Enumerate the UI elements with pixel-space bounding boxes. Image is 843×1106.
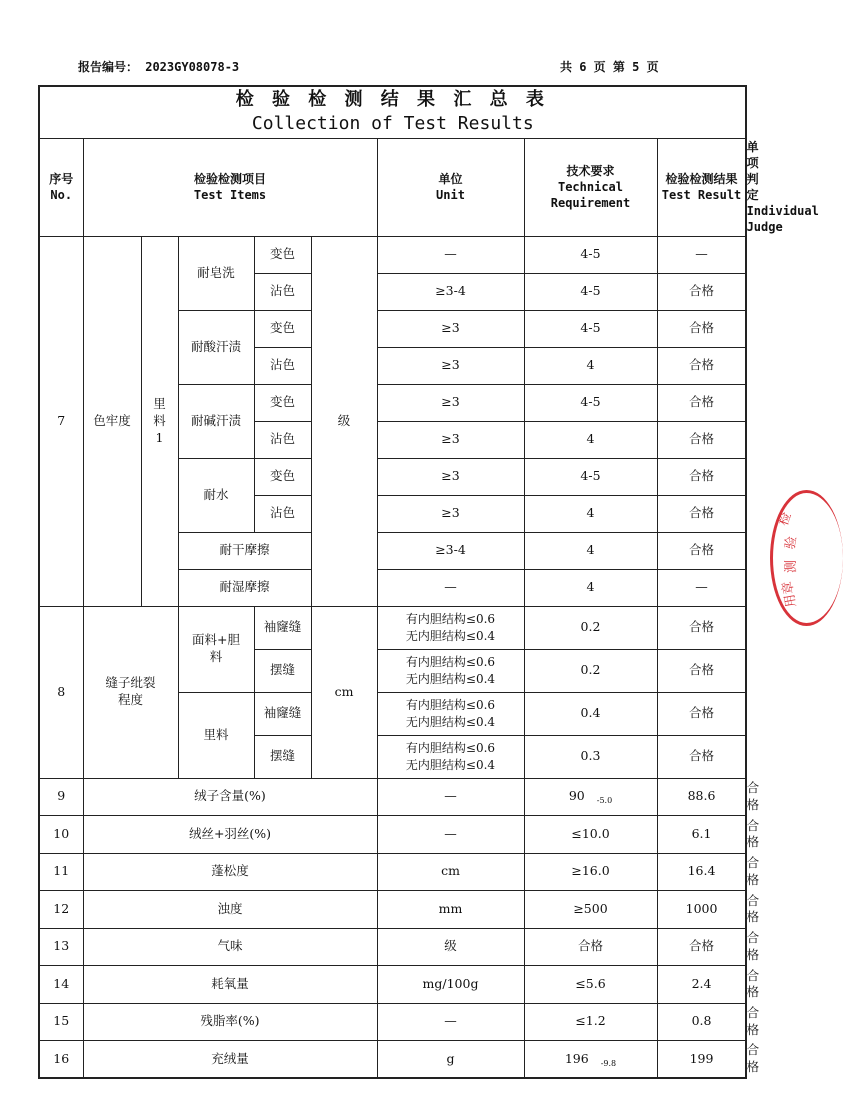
table-title bbox=[39, 86, 746, 138]
item-name: 缝子纰裂 程度 bbox=[83, 606, 178, 778]
item-name: 绒丝+羽丝(%) bbox=[83, 816, 377, 854]
column-header-row: 序号 No. 检验检测项目 Test Items 单位 Unit 技术要求 Technical Requirement 检验检测结果 Test Result 单项判定 Individual Judge bbox=[39, 138, 746, 236]
requirement: ≤10.0 bbox=[524, 816, 657, 854]
col-items: 检验检测项目 Test Items bbox=[83, 138, 377, 236]
result: 2.4 bbox=[657, 966, 746, 1004]
requirement: ≤1.2 bbox=[524, 1003, 657, 1041]
judge: 合格 bbox=[657, 692, 746, 735]
unit: cm bbox=[377, 853, 524, 891]
table-row: 16 充绒量 g 196 $_{-9.8}$ 199 合格 bbox=[39, 1041, 746, 1079]
result: 4-5 bbox=[524, 236, 657, 273]
result: 4-5 bbox=[524, 384, 657, 421]
requirement: 合格 bbox=[524, 928, 657, 966]
item-name: 气味 bbox=[83, 928, 377, 966]
result: 4-5 bbox=[524, 458, 657, 495]
table-row: 15 残脂率(%) — ≤1.2 0.8 合格 bbox=[39, 1003, 746, 1041]
stamp-char: 检 bbox=[776, 510, 795, 528]
result: 合格 bbox=[657, 928, 746, 966]
stamp-char: 验 bbox=[782, 535, 800, 551]
sub-item: 里 料 1 bbox=[141, 236, 178, 606]
requirement: 有内胆结构≤0.6 无内胆结构≤0.4 bbox=[377, 606, 524, 649]
result: 0.4 bbox=[524, 692, 657, 735]
color-change: 变色 bbox=[254, 384, 311, 421]
result: 199 bbox=[657, 1041, 746, 1079]
title-cn: 检 验 检 测 结 果 汇 总 表 bbox=[235, 88, 550, 110]
result: 4 bbox=[524, 347, 657, 384]
unit: — bbox=[377, 778, 524, 816]
page-info: 共 6 页 第 5 页 bbox=[560, 60, 659, 74]
result: 0.2 bbox=[524, 606, 657, 649]
item-name: 残脂率(%) bbox=[83, 1003, 377, 1041]
test-wet-rub: 耐湿摩擦 bbox=[178, 569, 311, 606]
requirement: 196 $_{-9.8}$ bbox=[524, 1041, 657, 1079]
result: 4 bbox=[524, 495, 657, 532]
unit: mm bbox=[377, 891, 524, 929]
title-row bbox=[39, 86, 746, 138]
item-name: 浊度 bbox=[83, 891, 377, 929]
requirement: — bbox=[377, 569, 524, 606]
staining: 沾色 bbox=[254, 273, 311, 310]
result: 0.3 bbox=[524, 735, 657, 778]
row-no: 8 bbox=[39, 606, 83, 778]
requirement: ≥3 bbox=[377, 310, 524, 347]
result: 0.2 bbox=[524, 649, 657, 692]
test-alkali: 耐碱汗渍 bbox=[178, 384, 254, 458]
judge: 合格 bbox=[657, 421, 746, 458]
unit: g bbox=[377, 1041, 524, 1079]
item-name: 蓬松度 bbox=[83, 853, 377, 891]
tolerance: -9.8 bbox=[600, 1058, 617, 1068]
staining: 沾色 bbox=[254, 347, 311, 384]
judge: 合格 bbox=[657, 649, 746, 692]
result: 6.1 bbox=[657, 816, 746, 854]
result: 4-5 bbox=[524, 273, 657, 310]
row-no: 13 bbox=[39, 928, 83, 966]
test-acid: 耐酸汗渍 bbox=[178, 310, 254, 384]
requirement: ≥3 bbox=[377, 495, 524, 532]
table-row bbox=[39, 606, 746, 649]
judge: 合格 bbox=[657, 310, 746, 347]
result: 4 bbox=[524, 569, 657, 606]
table-row: 12 浊度 mm ≥500 1000 合格 bbox=[39, 891, 746, 929]
unit: cm bbox=[311, 606, 377, 778]
judge: — bbox=[657, 236, 746, 273]
color-change: 变色 bbox=[254, 310, 311, 347]
unit: — bbox=[377, 1003, 524, 1041]
unit: 级 bbox=[377, 928, 524, 966]
requirement: ≥3 bbox=[377, 347, 524, 384]
result: 4-5 bbox=[524, 310, 657, 347]
tolerance: -5.0 bbox=[596, 796, 613, 806]
requirement: 90 $_{-5.0}$ bbox=[524, 778, 657, 816]
judge: 合格 bbox=[657, 532, 746, 569]
lining-fabric: 里料 bbox=[178, 692, 254, 778]
unit: mg/100g bbox=[377, 966, 524, 1004]
table-row: 14 耗氧量 mg/100g ≤5.6 2.4 合格 bbox=[39, 966, 746, 1004]
judge: 合格 bbox=[657, 384, 746, 421]
test-water: 耐水 bbox=[178, 458, 254, 532]
result: 16.4 bbox=[657, 853, 746, 891]
requirement: ≥3 bbox=[377, 421, 524, 458]
report-number: 报告编号： 2023GY08078-3 bbox=[78, 60, 240, 74]
requirement: ≤5.6 bbox=[524, 966, 657, 1004]
judge: 合格 bbox=[657, 347, 746, 384]
row-no: 16 bbox=[39, 1041, 83, 1079]
sleeve-seam: 袖窿缝 bbox=[254, 606, 311, 649]
requirement: 有内胆结构≤0.6 无内胆结构≤0.4 bbox=[377, 649, 524, 692]
requirement: ≥16.0 bbox=[524, 853, 657, 891]
judge: 合格 bbox=[657, 458, 746, 495]
result: 88.6 bbox=[657, 778, 746, 816]
judge: — bbox=[657, 569, 746, 606]
result: 1000 bbox=[657, 891, 746, 929]
unit: 级 bbox=[311, 236, 377, 606]
item-name: 色牢度 bbox=[83, 236, 141, 606]
judge: 合格 bbox=[657, 606, 746, 649]
table-row: 13 气味 级 合格 合格 合格 bbox=[39, 928, 746, 966]
table-row bbox=[39, 236, 746, 273]
face-fabric: 面料+胆 料 bbox=[178, 606, 254, 692]
requirement: ≥3 bbox=[377, 384, 524, 421]
staining: 沾色 bbox=[254, 421, 311, 458]
item-name: 充绒量 bbox=[83, 1041, 377, 1079]
report-header bbox=[0, 58, 800, 78]
requirement: — bbox=[377, 236, 524, 273]
result: 4 bbox=[524, 421, 657, 458]
requirement: 有内胆结构≤0.6 无内胆结构≤0.4 bbox=[377, 692, 524, 735]
result: 0.8 bbox=[657, 1003, 746, 1041]
col-no: 序号 No. bbox=[39, 138, 83, 236]
hem-seam: 摆缝 bbox=[254, 649, 311, 692]
hem-seam: 摆缝 bbox=[254, 735, 311, 778]
judge: 合格 bbox=[657, 495, 746, 532]
unit: — bbox=[377, 816, 524, 854]
judge: 合格 bbox=[657, 735, 746, 778]
row-no: 12 bbox=[39, 891, 83, 929]
row-no: 15 bbox=[39, 1003, 83, 1041]
col-requirement: 技术要求 Technical Requirement bbox=[524, 138, 657, 236]
color-change: 变色 bbox=[254, 236, 311, 273]
col-result: 检验检测结果 Test Result bbox=[657, 138, 746, 236]
item-name: 绒子含量(%) bbox=[83, 778, 377, 816]
row-no: 11 bbox=[39, 853, 83, 891]
table-row: 9 绒子含量(%) — 90 $_{-5.0}$ 88.6 合格 bbox=[39, 778, 746, 816]
requirement: ≥3-4 bbox=[377, 273, 524, 310]
test-soap: 耐皂洗 bbox=[178, 236, 254, 310]
table-row: 10 绒丝+羽丝(%) — ≤10.0 6.1 合格 bbox=[39, 816, 746, 854]
requirement: ≥3-4 bbox=[377, 532, 524, 569]
row-no: 14 bbox=[39, 966, 83, 1004]
color-change: 变色 bbox=[254, 458, 311, 495]
stamp-char: 测 bbox=[784, 559, 800, 574]
test-dry-rub: 耐干摩擦 bbox=[178, 532, 311, 569]
table-row: 11 蓬松度 cm ≥16.0 16.4 合格 bbox=[39, 853, 746, 891]
requirement: 有内胆结构≤0.6 无内胆结构≤0.4 bbox=[377, 735, 524, 778]
stamp-char: 用章 bbox=[780, 580, 800, 609]
sleeve-seam: 袖窿缝 bbox=[254, 692, 311, 735]
item-name: 耗氧量 bbox=[83, 966, 377, 1004]
requirement: ≥3 bbox=[377, 458, 524, 495]
judge: 合格 bbox=[657, 273, 746, 310]
requirement: ≥500 bbox=[524, 891, 657, 929]
staining: 沾色 bbox=[254, 495, 311, 532]
row-no: 7 bbox=[39, 236, 83, 606]
col-unit: 单位 Unit bbox=[377, 138, 524, 236]
seal-stamp bbox=[770, 490, 843, 626]
row-no: 10 bbox=[39, 816, 83, 854]
result: 4 bbox=[524, 532, 657, 569]
row-no: 9 bbox=[39, 778, 83, 816]
title-en: Collection of Test Results bbox=[251, 113, 534, 135]
